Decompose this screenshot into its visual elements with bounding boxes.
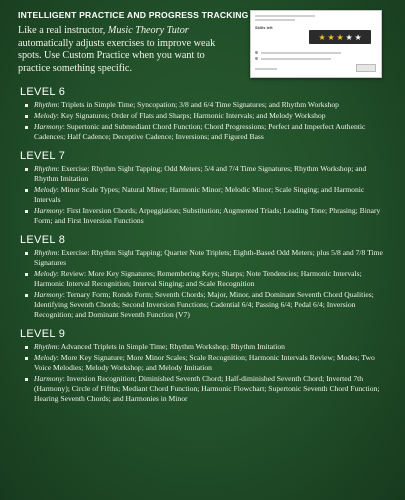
item-text: : Exercise: Rhythm Sight Tapping; Quarter Note Triplets; Eighth-Based Odd Meters; plus 5/8 and 7/8 Time Signatures xyxy=(34,248,383,267)
item-text: : Review: More Key Signatures; Remembering Keys; Sharps; Note Tendencies; Harmonic Intervals; Harmonic Interval Recognition; Interval Singing; and Scale Recognition xyxy=(34,269,362,288)
level-section xyxy=(14,150,384,226)
item-category: Rhythm xyxy=(34,164,58,173)
product-name: Music Theory Tutor xyxy=(107,25,189,36)
bullet-icon xyxy=(25,168,28,171)
screenshot-text-line xyxy=(261,58,331,60)
list-item xyxy=(14,342,384,352)
section-heading: INTELLIGENT PRACTICE AND PROGRESS TRACKING xyxy=(18,10,249,20)
level-heading: LEVEL 9 xyxy=(20,328,66,340)
levels-list xyxy=(14,86,384,412)
bullet-icon xyxy=(25,273,28,276)
bullet-icon xyxy=(255,57,258,60)
bullet-icon xyxy=(25,210,28,213)
list-item xyxy=(14,248,384,268)
item-category: Rhythm xyxy=(34,100,58,109)
star-filled-icon: ★ xyxy=(327,32,335,42)
bullet-icon xyxy=(25,378,28,381)
bullet-icon xyxy=(25,115,28,118)
item-category: Melody xyxy=(34,111,57,120)
list-item xyxy=(14,111,384,121)
bullet-icon xyxy=(255,51,258,54)
item-text: : Triplets in Simple Time; Syncopation; 3/8 and 6/4 Time Signatures; and Rhythm Workshop xyxy=(57,100,339,109)
list-item xyxy=(14,164,384,184)
intro-text-start: Like a real instructor, xyxy=(18,25,108,36)
star-empty-icon: ★ xyxy=(345,32,353,42)
bullet-icon xyxy=(25,126,28,129)
screenshot-footer-line xyxy=(255,68,277,70)
item-category: Harmony xyxy=(34,122,63,131)
item-category: Melody xyxy=(34,185,57,194)
list-item xyxy=(14,269,384,289)
list-item xyxy=(14,206,384,226)
level-section xyxy=(14,234,384,320)
level-section xyxy=(14,328,384,404)
star-filled-icon: ★ xyxy=(336,32,344,42)
item-text: : First Inversion Chords; Arpeggiation; Substitution; Augmented Triads; Leading Tone; Phrasing; Binary Form; and First Inversion Functions xyxy=(34,206,381,225)
level-heading: LEVEL 7 xyxy=(20,150,66,162)
level-section xyxy=(14,86,384,142)
bullet-icon xyxy=(25,357,28,360)
list-item xyxy=(14,122,384,142)
list-item xyxy=(14,353,384,373)
item-text: : Ternary Form; Rondo Form; Seventh Chords; Major, Minor, and Dominant Seventh Chord Qualities; Identifying Seventh Chords; Second Inversion Functions; Cadential 6/4; Passing 6/4; Pedal 6/4; Inversion Recognition; and Dominant Seventh Function (V7) xyxy=(34,290,374,319)
level-heading: LEVEL 8 xyxy=(20,234,66,246)
intro-paragraph xyxy=(18,25,238,75)
star-empty-icon: ★ xyxy=(354,32,362,42)
item-category: Melody xyxy=(34,353,57,362)
item-category: Harmony xyxy=(34,374,63,383)
item-text: : Supertonic and Submediant Chord Function; Chord Progressions; Perfect and Imperfect Authentic Cadences; Half Cadence; Deceptive Cadence; Inversions; and Figured Bass xyxy=(34,122,366,141)
item-text: : Inversion Recognition; Diminished Seventh Chord; Half-diminished Seventh Chord; Inverted 7th (Harmony); Circle of Fifths; Mediant Chord Function; Harmonic Flowchart; Supertonic Seventh Chord Function; Hearing Seventh Chords; and Harmonies in Minor xyxy=(34,374,380,403)
item-text: : Advanced Triplets in Simple Time; Rhythm Workshop; Rhythm Imitation xyxy=(57,342,285,351)
item-text: : Exercise: Rhythm Sight Tapping; Odd Meters; 5/4 and 7/4 Time Signatures; Rhythm Workshop; and Rhythm Imitation xyxy=(34,164,367,183)
bullet-icon xyxy=(25,252,28,255)
bullet-icon xyxy=(25,294,28,297)
item-text: : Key Signatures; Order of Flats and Sharps; Harmonic Intervals; and Melody Workshop xyxy=(56,111,326,120)
app-screenshot xyxy=(250,10,382,78)
screenshot-subheader-line xyxy=(255,19,295,21)
intro-text-end: automatically adjusts exercises to improve weak spots. Use Custom Practice when you want to practice something specific. xyxy=(18,37,216,74)
level-heading: LEVEL 6 xyxy=(20,86,66,98)
screenshot-button xyxy=(356,64,376,72)
bullet-icon xyxy=(25,189,28,192)
item-category: Rhythm xyxy=(34,248,58,257)
item-text: : Minor Scale Types; Natural Minor; Harmonic Minor; Melodic Minor; Scale Singing; and Harmonic Intervals xyxy=(34,185,365,204)
bullet-icon xyxy=(25,104,28,107)
intro-section xyxy=(18,10,249,75)
list-item xyxy=(14,290,384,320)
item-text: : More Key Signature; More Minor Scales; Scale Recognition; Harmonic Intervals Review; Modes; Two Voice Melodies; Melody Workshop; and Melody Imitation xyxy=(34,353,375,372)
list-item xyxy=(14,374,384,404)
item-category: Harmony xyxy=(34,290,63,299)
screenshot-header-line xyxy=(255,15,315,17)
star-filled-icon: ★ xyxy=(318,32,326,42)
item-category: Rhythm xyxy=(34,342,58,351)
screenshot-title: Skills left xyxy=(255,25,273,30)
star-rating xyxy=(309,30,371,44)
bullet-icon xyxy=(25,346,28,349)
list-item xyxy=(14,100,384,110)
screenshot-text-line xyxy=(261,52,341,54)
list-item xyxy=(14,185,384,205)
item-category: Harmony xyxy=(34,206,63,215)
item-category: Melody xyxy=(34,269,57,278)
